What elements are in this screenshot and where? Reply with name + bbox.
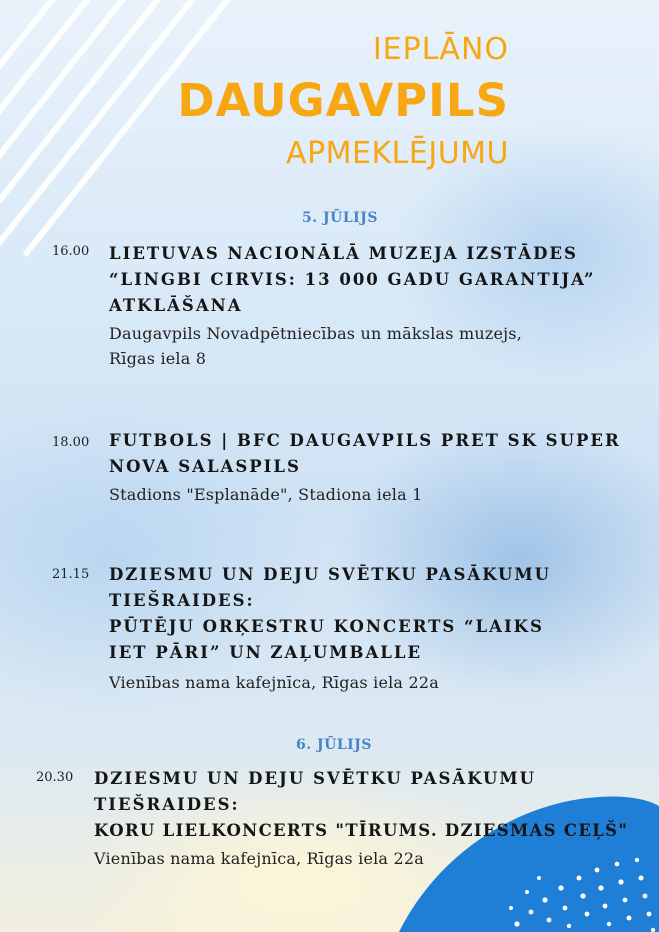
event-venue — [109, 482, 423, 507]
header-line-visit: APMEKLĒJUMU — [286, 136, 509, 171]
date-heading: 6. JŪLIJS — [296, 737, 372, 753]
event-title-line: KORU LIELKONCERTS "TĪRUMS. DZIESMAS CEĻŠ" — [94, 821, 629, 840]
event-venue-line: Vienības nama kafejnīca, Rīgas iela 22a — [94, 849, 424, 868]
event-time: 21.15 — [52, 567, 90, 582]
event-title-line: NOVA SALASPILS — [109, 457, 301, 476]
event-venue — [109, 321, 522, 371]
event-time: 16.00 — [52, 244, 90, 259]
header-city-name: DAUGAVPILS — [177, 74, 509, 127]
event-time: 20.30 — [36, 770, 74, 785]
event-title — [109, 241, 596, 319]
event-venue — [109, 670, 439, 695]
event-title-line: LIETUVAS NACIONĀLĀ MUZEJA IZSTĀDES — [109, 244, 578, 263]
event-venue-line: Stadions "Esplanāde", Stadiona iela 1 — [109, 485, 423, 504]
event-venue-line: Rīgas iela 8 — [109, 349, 207, 368]
event-venue-line: Daugavpils Novadpētniecības un mākslas muzejs, — [109, 324, 523, 343]
event-title-line: TIEŠRAIDES: — [94, 795, 240, 814]
event-time: 18.00 — [52, 435, 90, 450]
event-venue — [94, 846, 424, 871]
diagonal-stripes-decoration — [0, 0, 240, 260]
event-title-line: IET PĀRI” UN ZAĻUMBALLE — [109, 643, 423, 662]
event-title-line: DZIESMU UN DEJU SVĒTKU PASĀKUMU — [109, 565, 551, 584]
header-line-plan: IEPLĀNO — [372, 32, 509, 67]
event-title-line: PŪTĒJU ORĶESTRU KONCERTS “LAIKS — [109, 617, 544, 636]
event-title — [109, 428, 621, 480]
event-title-line: TIEŠRAIDES: — [109, 591, 255, 610]
event-title — [94, 766, 628, 844]
event-title — [109, 562, 551, 666]
event-title-line: ATKLĀŠANA — [109, 296, 243, 315]
event-venue-line: Vienības nama kafejnīca, Rīgas iela 22a — [109, 673, 439, 692]
event-title-line: DZIESMU UN DEJU SVĒTKU PASĀKUMU — [94, 769, 536, 788]
event-title-line: FUTBOLS | BFC DAUGAVPILS PRET SK SUPER — [109, 431, 621, 450]
event-title-line: “LINGBI CIRVIS: 13 000 GADU GARANTIJA” — [109, 270, 596, 289]
date-heading: 5. JŪLIJS — [302, 210, 378, 226]
